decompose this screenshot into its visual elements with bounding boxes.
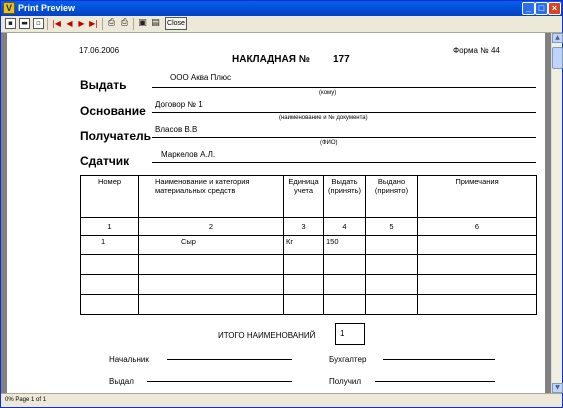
vertical-scrollbar[interactable] — [551, 33, 562, 393]
table-cell — [284, 275, 324, 295]
document-page — [7, 33, 545, 393]
issued-signature-line — [147, 381, 292, 382]
chief-label: Начальник — [109, 355, 149, 364]
recipient-line — [152, 137, 536, 138]
total-label: ИТОГО НАИМЕНОВАНИЙ — [218, 331, 316, 340]
zoom-icon[interactable]: ▫ — [33, 18, 44, 29]
issuer-value: ООО Аква Плюс — [170, 73, 231, 82]
table-column-number-row — [81, 218, 537, 236]
issuer-hint: (кому) — [319, 90, 337, 96]
prev-page-icon[interactable]: ◀ — [66, 19, 73, 28]
table-row — [81, 275, 537, 295]
received-signature-line — [375, 381, 495, 382]
window-close-button[interactable]: × — [548, 2, 561, 15]
toolbar-separator — [133, 18, 134, 30]
table-cell: Кг — [284, 236, 324, 255]
issued-label: Выдал — [109, 377, 134, 386]
column-number: 6 — [418, 218, 537, 236]
toolbar — [1, 16, 562, 33]
table-cell — [81, 275, 139, 295]
table-cell — [324, 275, 366, 295]
table-cell — [366, 295, 418, 315]
items-table — [80, 175, 537, 315]
table-cell — [418, 275, 537, 295]
table-cell: 1 — [81, 236, 139, 255]
toolbar-separator — [47, 18, 48, 30]
issuer-label: Выдать — [80, 78, 127, 92]
issuer-line — [152, 87, 536, 88]
status-bar — [1, 393, 562, 407]
table-cell — [366, 236, 418, 255]
table-header-row — [81, 176, 537, 218]
table-header: Примечания — [418, 176, 537, 218]
deliverer-value: Маркелов А.Л. — [161, 150, 216, 159]
scroll-thumb[interactable] — [552, 47, 563, 69]
basis-line — [152, 112, 536, 113]
received-label: Получил — [329, 377, 361, 386]
status-text: 0% Page 1 of 1 — [5, 397, 47, 403]
table-header: Выдать (принять) — [324, 176, 366, 218]
open-icon[interactable]: ▤ — [151, 18, 160, 28]
column-number: 4 — [324, 218, 366, 236]
column-number: 3 — [284, 218, 324, 236]
document-title: НАКЛАДНАЯ № — [232, 54, 310, 65]
table-cell — [139, 295, 284, 315]
table-cell — [139, 255, 284, 275]
deliverer-line — [152, 162, 536, 163]
whole-page-icon[interactable]: ▪ — [5, 18, 16, 29]
maximize-button[interactable]: □ — [535, 2, 548, 15]
column-number: 2 — [139, 218, 284, 236]
table-header: Наименование и категория материальных средств — [139, 176, 284, 218]
table-row — [81, 236, 537, 255]
form-number: Форма № 44 — [453, 46, 500, 55]
table-cell — [139, 275, 284, 295]
first-page-icon[interactable]: |◀ — [52, 19, 61, 28]
table-cell — [366, 275, 418, 295]
document-date: 17.06.2006 — [79, 46, 120, 55]
recipient-hint: (ФИО) — [320, 140, 338, 146]
table-header: Единица учета — [284, 176, 324, 218]
table-cell — [81, 255, 139, 275]
document-number: 177 — [333, 54, 350, 65]
table-cell — [418, 295, 537, 315]
accountant-signature-line — [383, 359, 495, 360]
table-cell: 150 — [324, 236, 366, 255]
table-cell: Сыр — [139, 236, 284, 255]
last-page-icon[interactable]: ▶| — [89, 19, 98, 28]
table-cell — [418, 236, 537, 255]
toolbar-separator — [102, 18, 103, 30]
print-setup-icon[interactable]: ⎙ — [107, 18, 116, 28]
table-cell — [284, 255, 324, 275]
table-cell — [81, 295, 139, 315]
preview-area[interactable] — [1, 33, 551, 393]
recipient-label: Получатель — [80, 129, 151, 143]
total-value: 1 — [335, 323, 365, 345]
print-icon[interactable]: ⎙ — [120, 18, 129, 28]
title-bar[interactable] — [1, 1, 562, 16]
table-row — [81, 295, 537, 315]
column-number: 1 — [81, 218, 139, 236]
table-cell — [284, 295, 324, 315]
deliverer-label: Сдатчик — [80, 154, 130, 168]
table-cell — [418, 255, 537, 275]
column-number: 5 — [366, 218, 418, 236]
accountant-label: Бухгалтер — [329, 355, 367, 364]
app-logo-icon: V — [3, 2, 15, 14]
close-button[interactable]: Close — [165, 17, 187, 30]
minimize-button[interactable]: _ — [522, 2, 535, 15]
scroll-down-icon[interactable]: ▼ — [552, 383, 563, 393]
basis-label: Основание — [80, 104, 146, 118]
table-header: Выдано (принято) — [366, 176, 418, 218]
next-page-icon[interactable]: ▶ — [78, 19, 85, 28]
basis-value: Договор № 1 — [155, 100, 203, 109]
scroll-up-icon[interactable]: ▲ — [552, 33, 563, 43]
save-icon[interactable]: ▣ — [138, 18, 147, 28]
table-cell — [324, 295, 366, 315]
table-header: Номер — [81, 176, 139, 218]
basis-hint: (наименование и № документа) — [279, 115, 368, 121]
table-cell — [324, 255, 366, 275]
chief-signature-line — [167, 359, 292, 360]
window-title: Print Preview — [18, 3, 76, 13]
table-row — [81, 255, 537, 275]
recipient-value: Власов В.В — [155, 125, 198, 134]
page-width-icon[interactable]: ▬ — [19, 18, 30, 29]
table-cell — [366, 255, 418, 275]
